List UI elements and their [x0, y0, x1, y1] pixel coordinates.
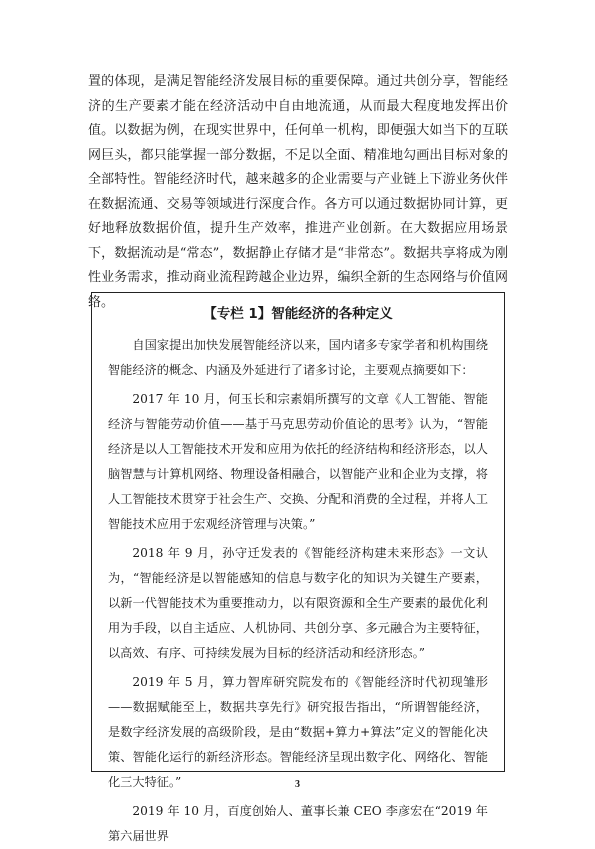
box-title: 【专栏 1】智能经济的各种定义 [203, 306, 393, 322]
box-paragraph-2018: 2018 年 9 月，孙守迁发表的《智能经济构建未来形态》一文认为，“智能经济是以智能感知的信息与数字化的知识为关键生产要素，以新一代智能技术为重要推动力，以有限资源和全生产要素的最优化利用为手段，以自主适应、人机协同、共创分享、多元融合为主要特征，以高效、有序、可持续发展为目标的经济活动和经济形态。” [108, 546, 488, 660]
box-paragraph-2019-oct: 2019 年 10 月，百度创始人、董事长兼 CEO 李彦宏在“2019 年第六届世界 [108, 804, 488, 843]
body-text [88, 70, 508, 315]
sidebar-box [91, 292, 505, 843]
box-paragraph-intro: 自国家提出加快发展智能经济以来，国内诸多专家学者和机构围绕智能经济的概念、内涵及外延进行了诸多讨论，主要观点摘要如下： [108, 338, 488, 377]
box-paragraph-2017: 2017 年 10 月，何玉长和宗素娟所撰写的文章《人工智能、智能经济与智能劳动价值——基于马克思劳动价值论的思考》认为，“智能经济是以人工智能技术开发和应用为依托的经济结构和经济形态，以人脑智慧与计算机网络、物理设备相融合，以智能产业和企业为支撑，将人工智能技术贯穿于社会生产、交换、分配和消费的全过程，并将人工智能技术应用于宏观经济管理与决策。” [108, 392, 488, 531]
body-paragraph: 置的体现，是满足智能经济发展目标的重要保障。通过共创分享，智能经济的生产要素才能在经济活动中自由地流通，从而最大程度地发挥出价值。以数据为例，在现实世界中，任何单一机构，即便强大如当下的互联网巨头，都只能掌握一部分数据，不足以全面、精准地勾画出目标对象的全部特性。智能经济时代，越来越多的企业需要与产业链上下游业务伙伴在数据流通、交易等领域进行深度合作。各方可以通过数据协同计算，更好地释放数据价值，提升生产效率，推进产业创新。在大数据应用场景下，数据流动是“常态”，数据静止存储才是“非常态”。数据共享将成为刚性业务需求，推动商业流程跨越企业边界，编织全新的生态网络与价值网络。 [88, 74, 508, 310]
page-number: 3 [295, 779, 300, 790]
box-paragraph-2019-may: 2019 年 5 月，算力智库研究院发布的《智能经济时代初现雏形 ——数据赋能至上，数据共享先行》研究报告指出，“所谓智能经济，是数字经济发展的高级阶段，是由“数据+算力+算法”定义的智能化决策、智能化运行的新经济形态。智能经济呈现出数字化、网络化、智能化三大特征。” [108, 675, 488, 789]
